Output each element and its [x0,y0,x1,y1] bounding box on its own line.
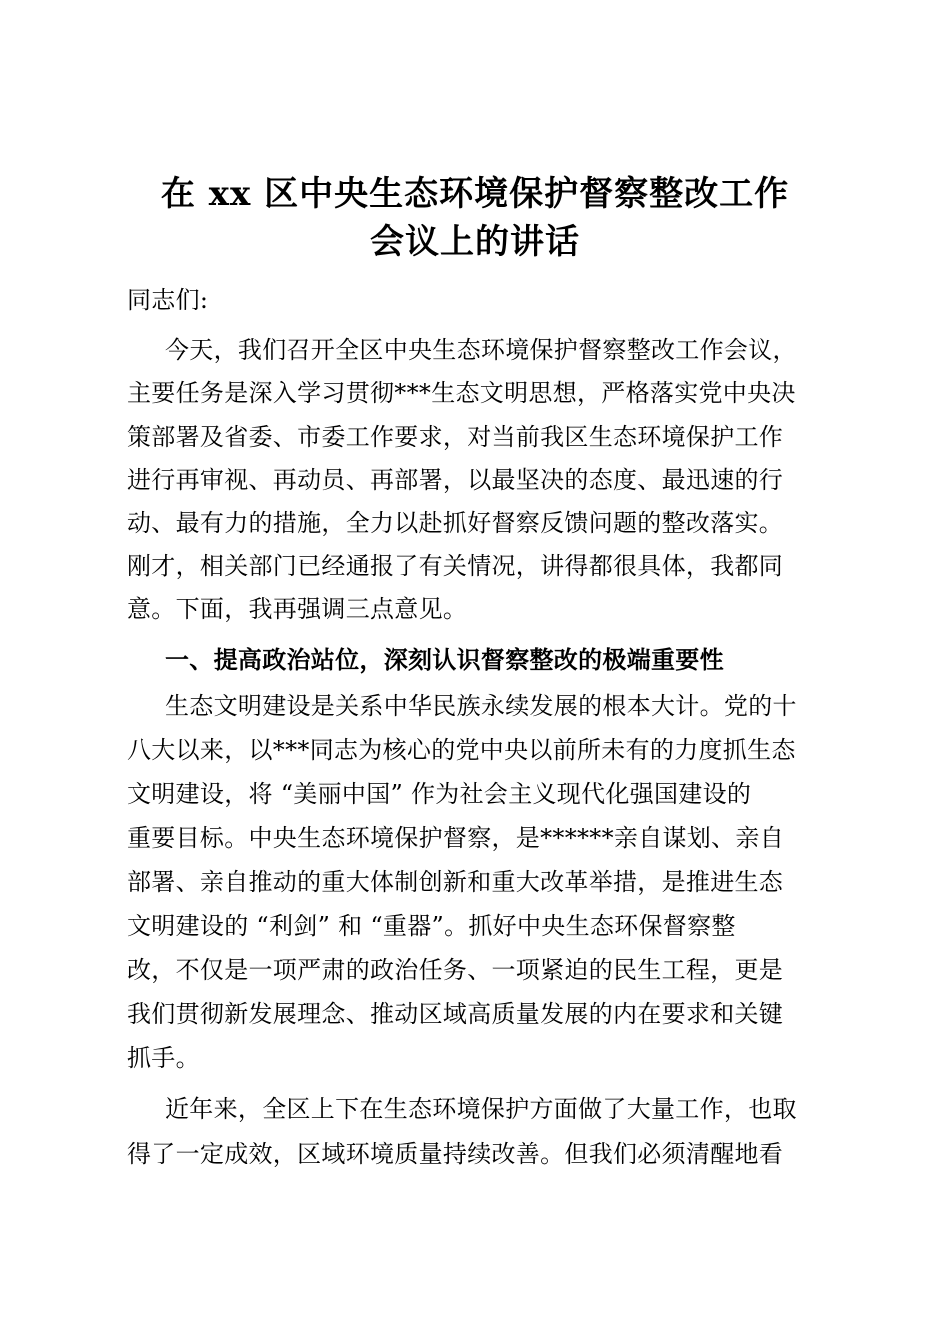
paragraph-1-line-5: 动、最有力的措施，全力以赴抓好督察反馈问题的整改落实。 [127,509,784,537]
paragraph-1-line-7: 意。下面，我再强调三点意见。 [127,595,468,623]
paragraph-2-line-2: 八大以来，以***同志为核心的党中央以前所未有的力度抓生态 [127,736,796,764]
paragraph-2-line-4: 重要目标。中央生态环境保护督察，是******亲自谋划、亲自 [127,824,784,852]
paragraph-1-line-2: 主要任务是深入学习贯彻***生态文明思想，严格落实党中央决 [127,379,796,407]
document-title-line-1: 在 xx 区中央生态环境保护督察整改工作 [160,174,790,214]
paragraph-2-line-5: 部署、亲自推动的重大体制创新和重大改革举措，是推进生态 [127,868,784,896]
paragraph-2-line-8: 我们贯彻新发展理念、推动区域高质量发展的内在要求和关键 [127,1000,784,1028]
section-heading-1: 一、提高政治站位，深刻认识督察整改的极端重要性 [165,645,724,674]
paragraph-1-line-6: 刚才，相关部门已经通报了有关情况，讲得都很具体，我都同 [127,552,784,580]
paragraph-3-line-1: 近年来，全区上下在生态环境保护方面做了大量工作，也取 [165,1095,797,1123]
paragraph-1-line-3: 策部署及省委、市委工作要求，对当前我区生态环境保护工作 [127,423,784,451]
paragraph-2-line-9: 抓手。 [127,1044,200,1072]
paragraph-1-line-4: 进行再审视、再动员、再部署，以最坚决的态度、最迅速的行 [127,466,784,494]
paragraph-2-line-3: 文明建设，将 “美丽中国” 作为社会主义现代化强国建设的 [127,780,752,808]
paragraph-2-line-7: 改，不仅是一项严肃的政治任务、一项紧迫的民生工程，更是 [127,956,784,984]
paragraph-3-line-2: 得了一定成效，区域环境质量持续改善。但我们必须清醒地看 [127,1140,784,1168]
salutation: 同志们: [127,286,209,314]
paragraph-2-line-6: 文明建设的 “利剑” 和 “重器”。抓好中央生态环保督察整 [127,912,736,940]
document-title-line-2: 会议上的讲话 [370,222,580,262]
paragraph-1-line-1: 今天，我们召开全区中央生态环境保护督察整改工作会议， [165,336,797,364]
paragraph-2-line-1: 生态文明建设是关系中华民族永续发展的根本大计。党的十 [165,692,797,720]
